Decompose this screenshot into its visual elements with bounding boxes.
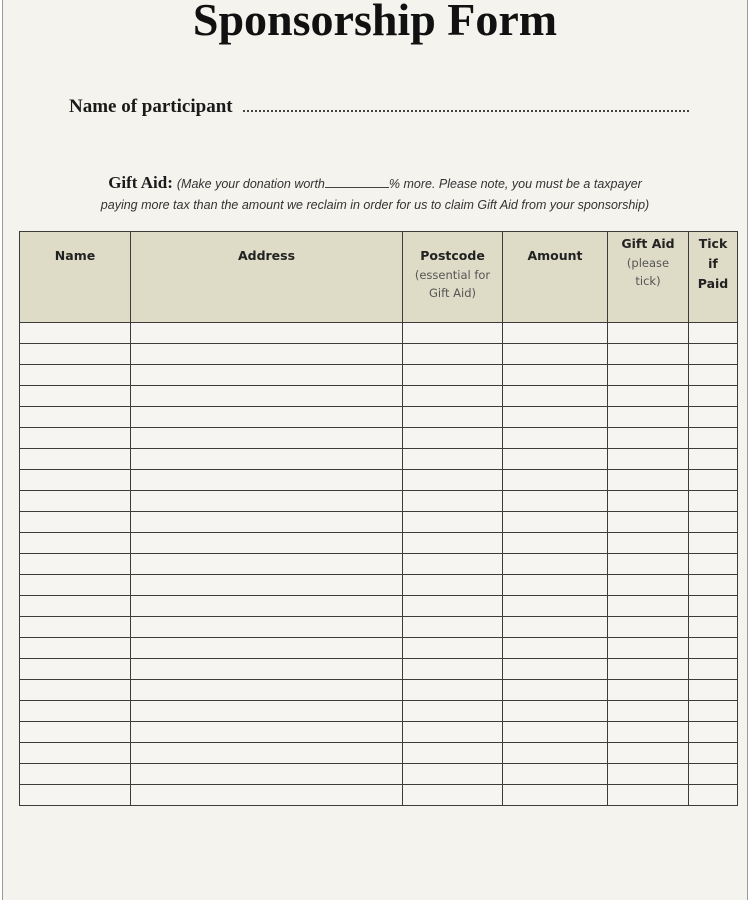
- cell-amount[interactable]: [503, 764, 608, 785]
- cell-tick-paid[interactable]: [689, 617, 738, 638]
- cell-amount[interactable]: [503, 449, 608, 470]
- header-name: Name: [20, 232, 131, 323]
- cell-tick-paid[interactable]: [689, 512, 738, 533]
- cell-name[interactable]: [20, 344, 131, 365]
- cell-postcode[interactable]: [403, 491, 503, 512]
- cell-gift-aid[interactable]: [608, 659, 689, 680]
- cell-name[interactable]: [20, 512, 131, 533]
- cell-gift-aid[interactable]: [608, 407, 689, 428]
- cell-name[interactable]: [20, 554, 131, 575]
- cell-address[interactable]: [131, 701, 403, 722]
- cell-gift-aid[interactable]: [608, 512, 689, 533]
- table-row: [20, 617, 738, 638]
- cell-address[interactable]: [131, 743, 403, 764]
- cell-address[interactable]: [131, 638, 403, 659]
- cell-name[interactable]: [20, 491, 131, 512]
- table-row: [20, 428, 738, 449]
- cell-amount[interactable]: [503, 470, 608, 491]
- cell-gift-aid[interactable]: [608, 680, 689, 701]
- cell-name[interactable]: [20, 533, 131, 554]
- cell-tick-paid[interactable]: [689, 344, 738, 365]
- cell-name[interactable]: [20, 323, 131, 344]
- cell-amount[interactable]: [503, 323, 608, 344]
- cell-gift-aid[interactable]: [608, 575, 689, 596]
- cell-postcode[interactable]: [403, 785, 503, 806]
- gift-aid-section: [3, 172, 747, 215]
- cell-amount[interactable]: [503, 638, 608, 659]
- cell-gift-aid[interactable]: [608, 386, 689, 407]
- cell-name[interactable]: [20, 785, 131, 806]
- cell-amount[interactable]: [503, 533, 608, 554]
- cell-postcode[interactable]: [403, 365, 503, 386]
- cell-amount[interactable]: [503, 722, 608, 743]
- cell-name[interactable]: [20, 743, 131, 764]
- cell-gift-aid[interactable]: [608, 470, 689, 491]
- cell-gift-aid[interactable]: [608, 617, 689, 638]
- table-row: [20, 512, 738, 533]
- cell-address[interactable]: [131, 491, 403, 512]
- cell-name[interactable]: [20, 764, 131, 785]
- cell-address[interactable]: [131, 554, 403, 575]
- cell-address[interactable]: [131, 659, 403, 680]
- cell-address[interactable]: [131, 407, 403, 428]
- cell-address[interactable]: [131, 449, 403, 470]
- cell-address[interactable]: [131, 596, 403, 617]
- cell-postcode[interactable]: [403, 512, 503, 533]
- cell-tick-paid[interactable]: [689, 575, 738, 596]
- cell-postcode[interactable]: [403, 470, 503, 491]
- cell-name[interactable]: [20, 449, 131, 470]
- cell-tick-paid[interactable]: [689, 743, 738, 764]
- cell-postcode[interactable]: [403, 701, 503, 722]
- cell-tick-paid[interactable]: [689, 680, 738, 701]
- cell-address[interactable]: [131, 428, 403, 449]
- table-row: [20, 701, 738, 722]
- cell-postcode[interactable]: [403, 344, 503, 365]
- cell-gift-aid[interactable]: [608, 449, 689, 470]
- table-row: [20, 764, 738, 785]
- cell-tick-paid[interactable]: [689, 785, 738, 806]
- cell-postcode[interactable]: [403, 323, 503, 344]
- table-row: [20, 407, 738, 428]
- cell-tick-paid[interactable]: [689, 764, 738, 785]
- cell-amount[interactable]: [503, 365, 608, 386]
- table-row: [20, 743, 738, 764]
- cell-postcode[interactable]: [403, 638, 503, 659]
- cell-postcode[interactable]: [403, 617, 503, 638]
- cell-name[interactable]: [20, 638, 131, 659]
- cell-amount[interactable]: [503, 512, 608, 533]
- cell-tick-paid[interactable]: [689, 722, 738, 743]
- cell-tick-paid[interactable]: [689, 638, 738, 659]
- cell-amount[interactable]: [503, 659, 608, 680]
- cell-amount[interactable]: [503, 617, 608, 638]
- cell-tick-paid[interactable]: [689, 407, 738, 428]
- cell-name[interactable]: [20, 386, 131, 407]
- cell-name[interactable]: [20, 365, 131, 386]
- cell-amount[interactable]: [503, 344, 608, 365]
- table-row: [20, 470, 738, 491]
- cell-gift-aid[interactable]: [608, 323, 689, 344]
- cell-address[interactable]: [131, 785, 403, 806]
- cell-gift-aid[interactable]: [608, 533, 689, 554]
- participant-name-field[interactable]: [69, 96, 689, 118]
- cell-amount[interactable]: [503, 428, 608, 449]
- cell-gift-aid[interactable]: [608, 722, 689, 743]
- cell-name[interactable]: [20, 428, 131, 449]
- cell-gift-aid[interactable]: [608, 554, 689, 575]
- cell-address[interactable]: [131, 323, 403, 344]
- cell-gift-aid[interactable]: [608, 638, 689, 659]
- gift-aid-note-line2: paying more tax than the amount we reclaim in order for us to claim Gift Aid from your sponsorship): [100, 198, 650, 212]
- cell-gift-aid[interactable]: [608, 785, 689, 806]
- cell-amount[interactable]: [503, 491, 608, 512]
- table-row: [20, 659, 738, 680]
- cell-tick-paid[interactable]: [689, 365, 738, 386]
- cell-gift-aid[interactable]: [608, 743, 689, 764]
- cell-amount[interactable]: [503, 596, 608, 617]
- table-row: [20, 596, 738, 617]
- cell-address[interactable]: [131, 512, 403, 533]
- cell-name[interactable]: [20, 470, 131, 491]
- cell-tick-paid[interactable]: [689, 596, 738, 617]
- cell-postcode[interactable]: [403, 680, 503, 701]
- cell-postcode[interactable]: [403, 596, 503, 617]
- table-row: [20, 575, 738, 596]
- form-title: Sponsorship Form: [192, 0, 558, 45]
- table-row: [20, 680, 738, 701]
- cell-address[interactable]: [131, 617, 403, 638]
- cell-tick-paid[interactable]: [689, 533, 738, 554]
- cell-tick-paid[interactable]: [689, 701, 738, 722]
- cell-gift-aid[interactable]: [608, 344, 689, 365]
- header-gift-aid: Gift Aid (please tick): [608, 232, 689, 323]
- table-row: [20, 554, 738, 575]
- cell-name[interactable]: [20, 722, 131, 743]
- cell-gift-aid[interactable]: [608, 491, 689, 512]
- cell-address[interactable]: [131, 575, 403, 596]
- form-page: [2, 0, 748, 900]
- cell-name[interactable]: [20, 617, 131, 638]
- table-row: [20, 638, 738, 659]
- cell-tick-paid[interactable]: [689, 554, 738, 575]
- cell-postcode[interactable]: [403, 722, 503, 743]
- cell-name[interactable]: [20, 575, 131, 596]
- gift-aid-note-part1: (Make your donation worth: [176, 177, 325, 191]
- cell-postcode[interactable]: [403, 743, 503, 764]
- cell-tick-paid[interactable]: [689, 659, 738, 680]
- cell-amount[interactable]: [503, 743, 608, 764]
- participant-label: Name of participant: [69, 96, 233, 117]
- cell-postcode[interactable]: [403, 428, 503, 449]
- header-address: Address: [131, 232, 403, 323]
- cell-name[interactable]: [20, 659, 131, 680]
- cell-gift-aid[interactable]: [608, 428, 689, 449]
- cell-amount[interactable]: [503, 386, 608, 407]
- cell-address[interactable]: [131, 365, 403, 386]
- cell-address[interactable]: [131, 680, 403, 701]
- sponsorship-table: [19, 231, 738, 806]
- cell-address[interactable]: [131, 470, 403, 491]
- cell-tick-paid[interactable]: [689, 428, 738, 449]
- gift-aid-note-part2: % more. Please note, you must be a taxpayer: [388, 177, 642, 191]
- cell-address[interactable]: [131, 533, 403, 554]
- table-row: [20, 386, 738, 407]
- table-row: [20, 533, 738, 554]
- header-tick-if-paid: Tick if Paid: [689, 232, 738, 323]
- table-body: [20, 323, 738, 806]
- cell-postcode[interactable]: [403, 449, 503, 470]
- cell-postcode[interactable]: [403, 764, 503, 785]
- cell-tick-paid[interactable]: [689, 449, 738, 470]
- cell-tick-paid[interactable]: [689, 323, 738, 344]
- table-row: [20, 491, 738, 512]
- cell-gift-aid[interactable]: [608, 596, 689, 617]
- cell-amount[interactable]: [503, 680, 608, 701]
- cell-postcode[interactable]: [403, 386, 503, 407]
- cell-postcode[interactable]: [403, 575, 503, 596]
- cell-gift-aid[interactable]: [608, 764, 689, 785]
- table-row: [20, 323, 738, 344]
- cell-amount[interactable]: [503, 575, 608, 596]
- cell-name[interactable]: [20, 407, 131, 428]
- gift-aid-percent-blank[interactable]: [325, 176, 389, 188]
- cell-postcode[interactable]: [403, 659, 503, 680]
- cell-tick-paid[interactable]: [689, 470, 738, 491]
- cell-amount[interactable]: [503, 701, 608, 722]
- cell-postcode[interactable]: [403, 554, 503, 575]
- cell-tick-paid[interactable]: [689, 491, 738, 512]
- cell-gift-aid[interactable]: [608, 701, 689, 722]
- gift-aid-label: Gift Aid:: [108, 173, 173, 192]
- cell-name[interactable]: [20, 596, 131, 617]
- header-postcode: Postcode (essential for Gift Aid): [403, 232, 503, 323]
- table-row: [20, 722, 738, 743]
- cell-name[interactable]: [20, 701, 131, 722]
- cell-postcode[interactable]: [403, 533, 503, 554]
- cell-gift-aid[interactable]: [608, 365, 689, 386]
- cell-address[interactable]: [131, 764, 403, 785]
- cell-name[interactable]: [20, 680, 131, 701]
- cell-amount[interactable]: [503, 407, 608, 428]
- participant-dotted-line[interactable]: [243, 96, 689, 112]
- cell-address[interactable]: [131, 386, 403, 407]
- table-row: [20, 365, 738, 386]
- header-amount: Amount: [503, 232, 608, 323]
- cell-amount[interactable]: [503, 554, 608, 575]
- table-header-row: [20, 232, 738, 323]
- table-row: [20, 785, 738, 806]
- cell-address[interactable]: [131, 722, 403, 743]
- table-row: [20, 344, 738, 365]
- cell-address[interactable]: [131, 344, 403, 365]
- cell-tick-paid[interactable]: [689, 386, 738, 407]
- cell-postcode[interactable]: [403, 407, 503, 428]
- table-row: [20, 449, 738, 470]
- cell-amount[interactable]: [503, 785, 608, 806]
